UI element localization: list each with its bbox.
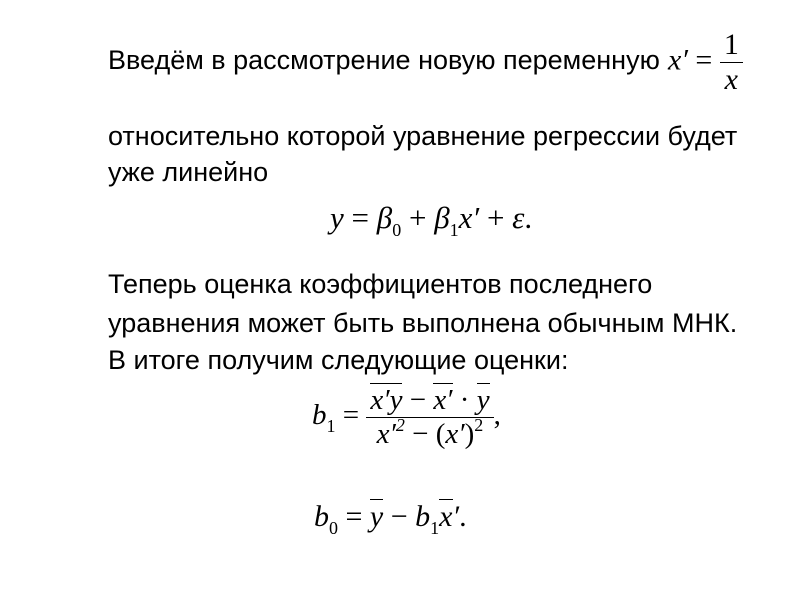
regression-model-formula: $y = \beta_0 + \beta_1x' + \varepsilon$. [330,200,533,240]
b1-formula: $b_1$ = $\frac{x'y - x' \cdot y}{x'^2 - (x')^2}$ , [312,384,501,450]
substitution-formula: x′ = $\frac{1}{x}$ [668,28,743,97]
b0-formula: $b_0 = y - b_1x'$. [314,500,467,538]
now-text-line-3: В итоге получим следующие оценки: [108,345,569,375]
relative-text-line-2: уже линейно [108,157,269,187]
relative-text-line-1: относительно которой уравнение регрессии будет [108,121,738,151]
now-text-line-2: уравнения может быть выполнена обычным МНК. [108,308,738,338]
intro-text: Введём в рассмотрение новую переменную [108,45,660,75]
now-text-line-1: Теперь оценка коэффициентов последнего [108,269,653,299]
